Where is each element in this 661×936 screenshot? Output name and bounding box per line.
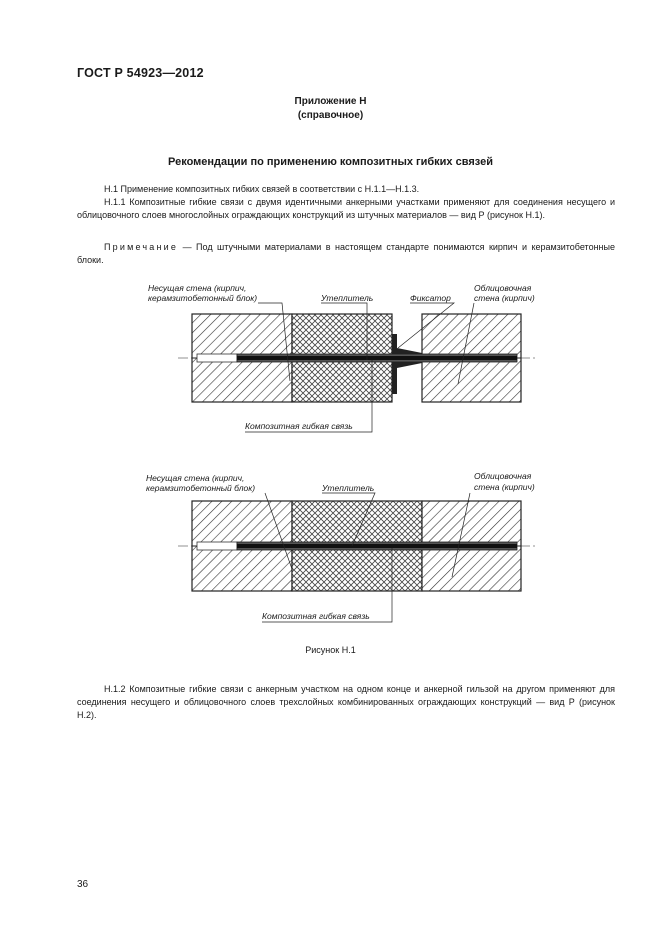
paragraph-h1-1-text: Н.1.1 Композитные гибкие связи с двумя идентичными анкерными участками применяют для соединения несущего и облицовочного слоев многослойных ограждающих конструкций из штучных материалов — вид Р (рисунок Н.1). [77, 197, 615, 220]
figure-a-label-bearing-2: керамзитобетонный блок) [148, 293, 258, 303]
section-title: Рекомендации по применению композитных гибких связей [168, 156, 493, 168]
figure-a [148, 283, 535, 432]
figure-caption: Рисунок Н.1 [305, 645, 356, 655]
figure-a-label-facing-2: стена (кирпич) [474, 293, 535, 303]
figure-a-label-tie: Композитная гибкая связь [245, 421, 353, 431]
figure-b-label-facing-1: Облицовочная [474, 471, 532, 481]
paragraph-h1-2-text: Н.1.2 Композитные гибкие связи с анкерным участком на одном конце и анкерной гильзой на другом применяют для соединения несущего и облицовочного слоев трехслойных комбинированных ограждающих конструкций — вид Р (рисунок Н.2). [77, 684, 615, 720]
figure-b-label-insulation: Утеплитель [322, 483, 375, 493]
appendix-status: (справочное) [297, 110, 364, 121]
note-text: — Под штучными материалами в настоящем стандарте понимаются кирпич и керамзитобетонные блоки. [77, 242, 615, 265]
figure-b-label-tie: Композитная гибкая связь [262, 611, 370, 621]
page-number: 36 [77, 879, 89, 890]
document-header: ГОСТ Р 54923—2012 [77, 66, 204, 80]
fixator [392, 334, 397, 394]
figure-b-label-bearing-1: Несущая стена (кирпич, [146, 473, 245, 483]
figure-a-label-facing-1: Облицовочная [474, 283, 532, 293]
figure-a-label-insulation: Утеплитель [321, 293, 374, 303]
figure-a-label-bearing-1: Несущая стена (кирпич, [148, 283, 247, 293]
appendix-title: Приложение Н [294, 96, 367, 107]
figure-b-label-facing-2: стена (кирпич) [474, 482, 535, 492]
paragraph-h1-text: Н.1 Применение композитных гибких связей в соответствии с Н.1.1—Н.1.3. [104, 184, 420, 194]
figure-b [146, 471, 535, 622]
figure-a-label-fixator: Фиксатор [410, 293, 451, 303]
figure-b-label-bearing-2: керамзитобетонный блок) [146, 483, 256, 493]
note-label: Примечание [104, 242, 179, 252]
paragraph-h1-2 [77, 683, 615, 722]
